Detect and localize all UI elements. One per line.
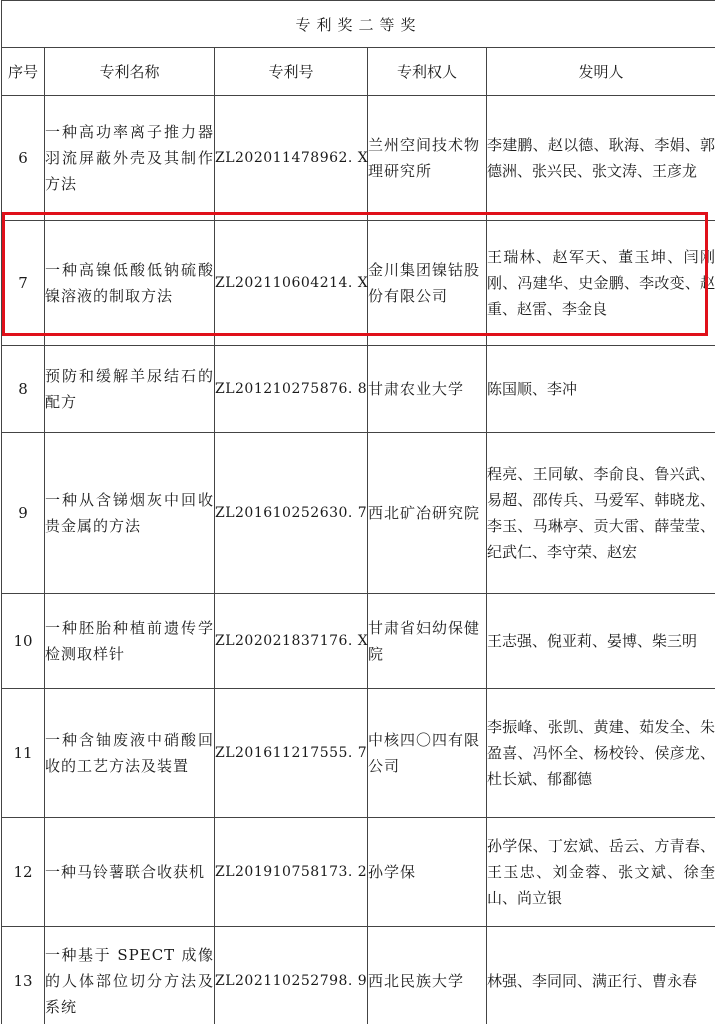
inventors: 王志强、倪亚莉、晏博、柴三明	[487, 594, 716, 689]
table-row	[2, 818, 716, 927]
table-row	[2, 594, 716, 689]
row-number: 8	[2, 346, 45, 433]
inventors: 林强、李同同、满正行、曹永春	[487, 927, 716, 1024]
patent-owner: 西北矿冶研究院	[368, 433, 487, 594]
inventors: 陈国顺、李冲	[487, 346, 716, 433]
row-number: 13	[2, 927, 45, 1024]
patent-owner: 甘肃省妇幼保健院	[368, 594, 487, 689]
row-number: 12	[2, 818, 45, 927]
patent-name: 一种高功率离子推力器羽流屏蔽外壳及其制作方法	[45, 96, 215, 221]
inventors: 孙学保、丁宏斌、岳云、方青春、王玉忠、刘金蓉、张文斌、徐奎山、尚立银	[487, 818, 716, 927]
row-number: 7	[2, 221, 45, 346]
patent-number: ZL202110604214. X	[215, 221, 368, 346]
row-number: 11	[2, 689, 45, 818]
patent-number: ZL202110252798. 9	[215, 927, 368, 1024]
header-row	[2, 48, 716, 96]
table-row	[2, 433, 716, 594]
patent-name: 一种高镍低酸低钠硫酸镍溶液的制取方法	[45, 221, 215, 346]
header-name: 专利名称	[45, 48, 215, 96]
table-row-highlighted	[2, 221, 716, 346]
patent-name: 预防和缓解羊尿结石的配方	[45, 346, 215, 433]
patent-number: ZL201210275876. 8	[215, 346, 368, 433]
patent-number: ZL201910758173. 2	[215, 818, 368, 927]
patent-name: 一种从含锑烟灰中回收贵金属的方法	[45, 433, 215, 594]
table-title: 专利奖二等奖	[2, 1, 716, 48]
patent-owner: 孙学保	[368, 818, 487, 927]
title-row	[2, 1, 716, 48]
header-inventors: 发明人	[487, 48, 716, 96]
patent-table	[1, 0, 715, 1024]
patent-name: 一种马铃薯联合收获机	[45, 818, 215, 927]
table-row	[2, 346, 716, 433]
table-row	[2, 927, 716, 1024]
table-row	[2, 689, 716, 818]
patent-number: ZL201611217555. 7	[215, 689, 368, 818]
patent-number: ZL202021837176. X	[215, 594, 368, 689]
patent-number: ZL202011478962. X	[215, 96, 368, 221]
header-number: 专利号	[215, 48, 368, 96]
inventors: 李建鹏、赵以德、耿海、李娟、郭德洲、张兴民、张文涛、王彦龙	[487, 96, 716, 221]
patent-owner: 西北民族大学	[368, 927, 487, 1024]
row-number: 10	[2, 594, 45, 689]
header-owner: 专利权人	[368, 48, 487, 96]
patent-name: 一种胚胎种植前遗传学检测取样针	[45, 594, 215, 689]
patent-name: 一种含铀废液中硝酸回收的工艺方法及装置	[45, 689, 215, 818]
patent-name: 一种基于 SPECT 成像的人体部位切分方法及系统	[45, 927, 215, 1024]
inventors: 程亮、王同敏、李俞良、鲁兴武、易超、邵传兵、马爱军、韩晓龙、李玉、马琳亭、贡大雷、薛莹莹、纪武仁、李守荣、赵宏	[487, 433, 716, 594]
inventors: 王瑞林、赵军天、董玉坤、闫刚刚、冯建华、史金鹏、李改变、赵重、赵雷、李金良	[487, 221, 716, 346]
patent-number: ZL201610252630. 7	[215, 433, 368, 594]
patent-owner: 金川集团镍钴股份有限公司	[368, 221, 487, 346]
row-number: 6	[2, 96, 45, 221]
patent-owner: 甘肃农业大学	[368, 346, 487, 433]
patent-owner: 中核四〇四有限公司	[368, 689, 487, 818]
patent-owner: 兰州空间技术物理研究所	[368, 96, 487, 221]
table-row	[2, 96, 716, 221]
patent-award-sheet	[1, 0, 715, 1024]
inventors: 李振峰、张凯、黄建、茹发全、朱盈喜、冯怀全、杨校铃、侯彦龙、杜长斌、郁鄱德	[487, 689, 716, 818]
row-number: 9	[2, 433, 45, 594]
header-no: 序号	[2, 48, 45, 96]
